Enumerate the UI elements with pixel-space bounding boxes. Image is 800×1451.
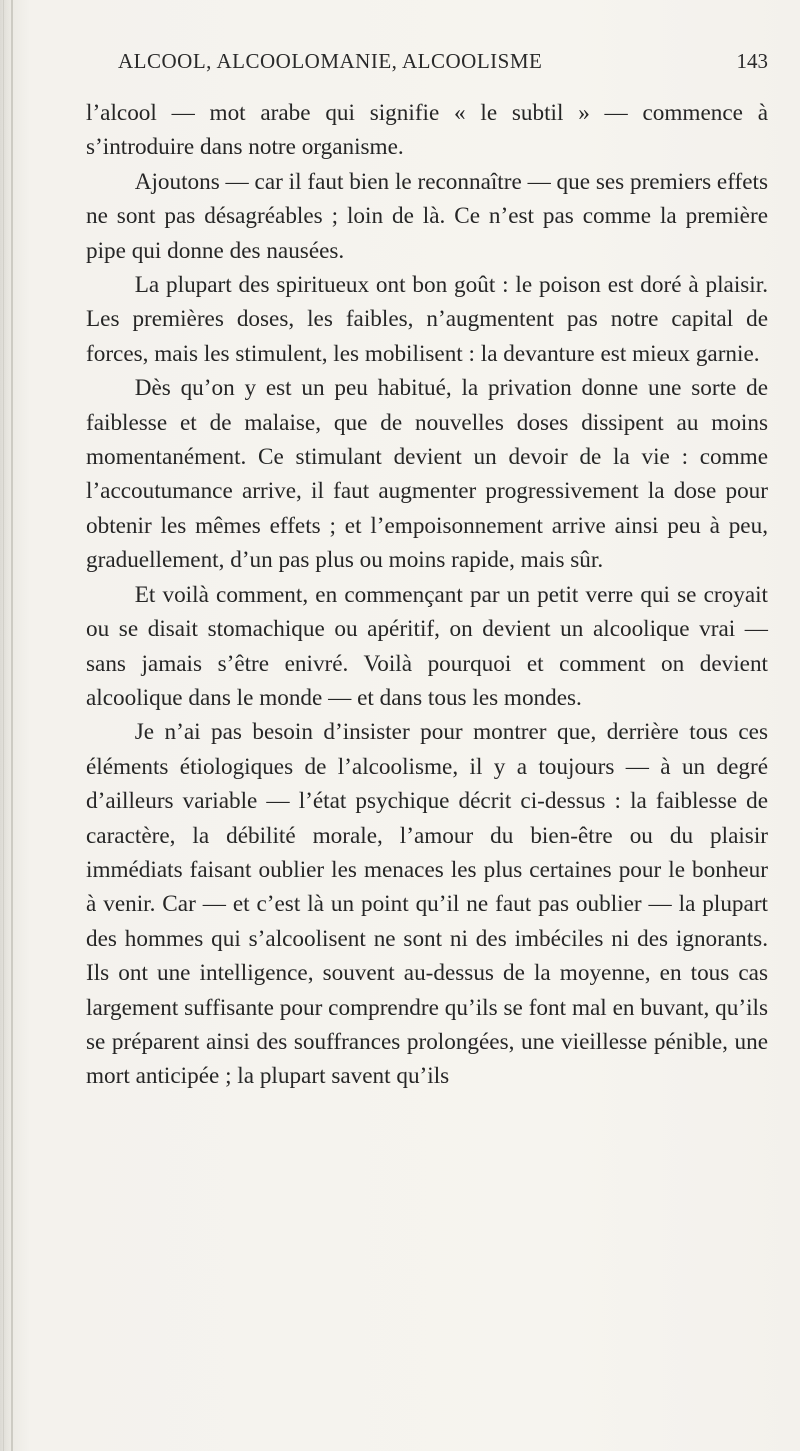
page-number: 143: [736, 49, 768, 73]
paragraph-4: Dès qu’on y est un peu habitué, la privation donne une sorte de faiblesse et de malaise, que de nouvelles doses dissipent au moins momentanément. Ce stimulant devient un devoir de la vie : comme l’accoutumance arrive, il faut augmenter progressivement la dose pour obtenir les mêmes effets ; et l’empoisonnement arrive ainsi peu à peu, graduellement, d’un pas plus ou moins rapide, mais sûr.: [86, 375, 768, 574]
paragraph-1: l’alcool — mot arabe qui signifie « le subtil » — commence à s’introduire dans notre organisme.: [86, 100, 768, 161]
running-head: ALCOOL, ALCOOLOMANIE, ALCOOLISME: [118, 49, 543, 73]
body-text: [86, 96, 768, 1094]
page-edge-line: [3, 0, 4, 1451]
paragraph-5: Et voilà comment, en commençant par un petit verre qui se croyait ou se disait stomachique ou apéritif, on devient un alcoolique vrai — sans jamais s’être enivré. Voilà pourquoi et comment on devient alcoolique dans le monde — et dans tous les mondes.: [86, 581, 768, 711]
paragraph-3: La plupart des spiritueux ont bon goût : le poison est doré à plaisir. Les premières doses, les faibles, n’augmentent pas notre capital de forces, mais les stimulent, les mobilisent : la devanture est mieux garnie.: [86, 272, 768, 367]
binding-gutter-line: [11, 0, 13, 1451]
paragraph-2: Ajoutons — car il faut bien le reconnaître — que ses premiers effets ne sont pas désagréables ; loin de là. Ce n’est pas comme la première pipe qui donne des nausées.: [86, 168, 768, 264]
paragraph-6: Je n’ai pas besoin d’insister pour montrer que, derrière tous ces éléments étiologiques de l’alcoolisme, il y a toujours — à un degré d’ailleurs variable — l’état psychique décrit ci-dessus : la faiblesse de caractère, la débilité morale, l’amour du bien-être ou du plaisir immédiats faisant oublier les menaces les plus certaines pour le bonheur à venir. Car — et c’est là un point qu’il ne faut pas oublier — la plupart des hommes qui s’alcoolisent ne sont ni des imbéciles ni des ignorants. Ils ont une intelligence, souvent au-dessus de la moyenne, en tous cas largement suffisante pour comprendre qu’ils se font mal en buvant, qu’ils se préparent ainsi des souffrances prolongées, une vieillesse pénible, une mort anticipée ; la plupart savent qu’ils: [86, 719, 768, 1090]
page-header: [118, 49, 768, 83]
